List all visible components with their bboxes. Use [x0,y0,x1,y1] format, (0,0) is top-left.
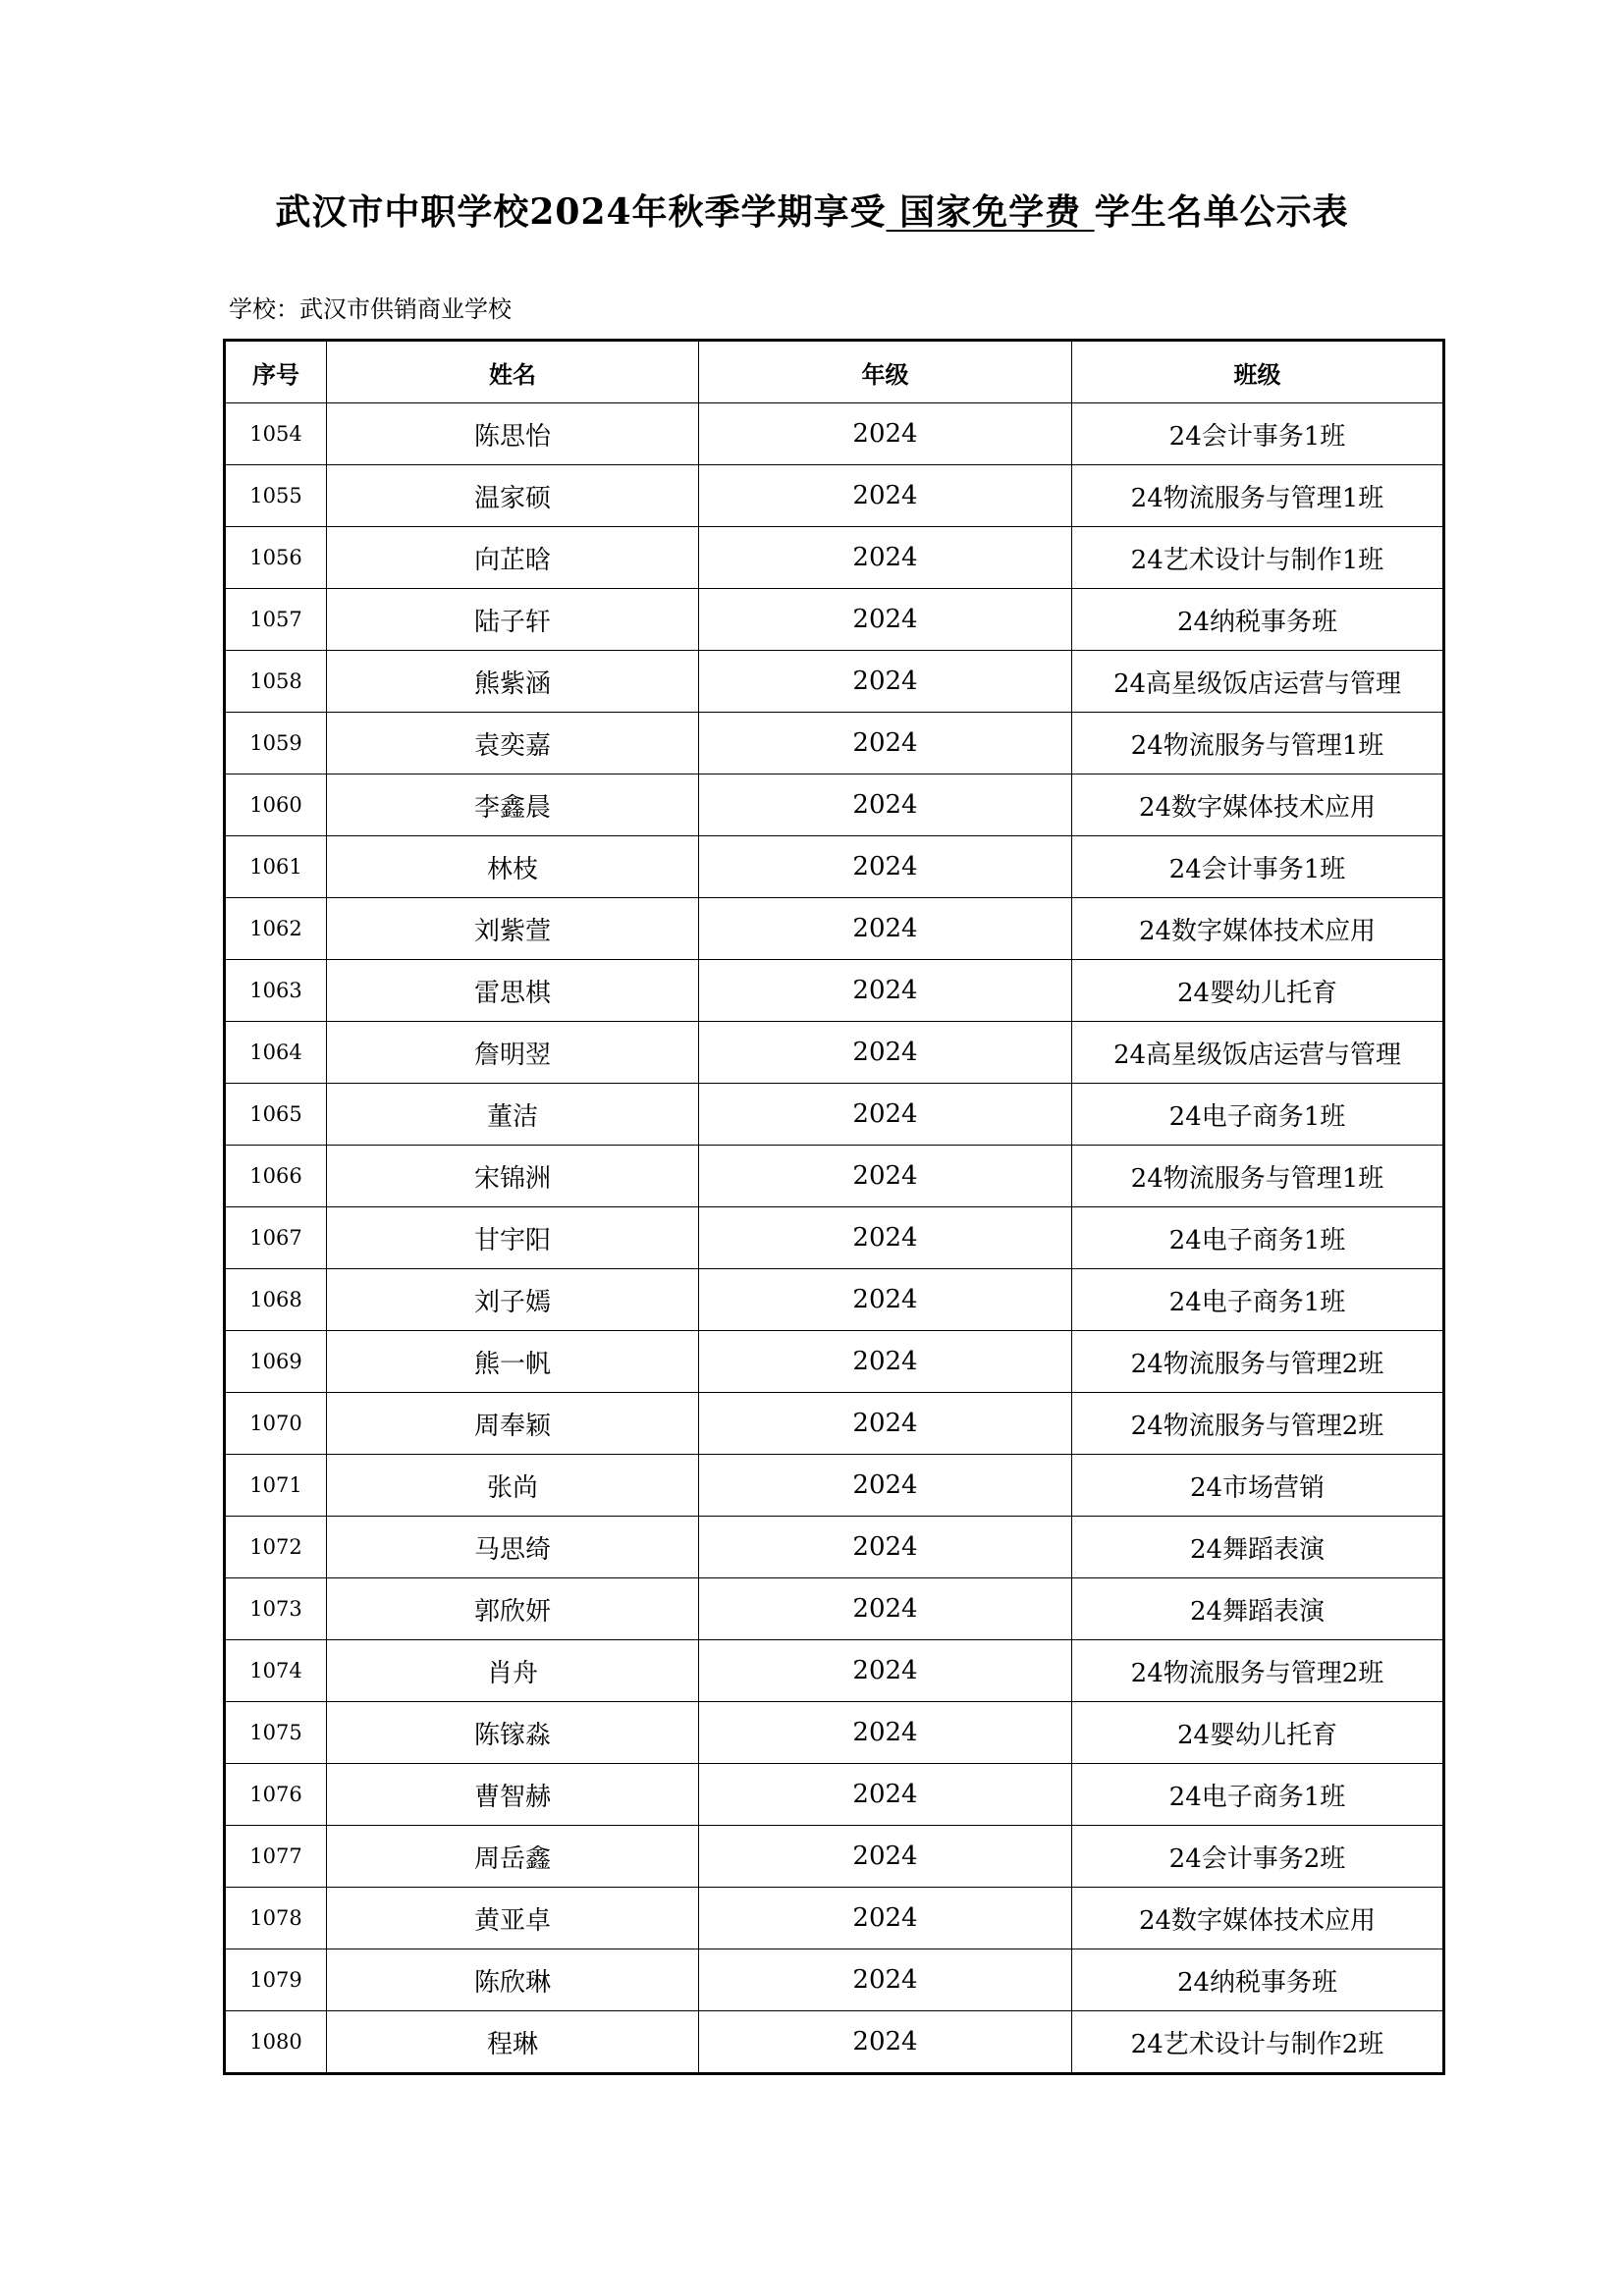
cell-serial-number: 1064 [225,1022,327,1084]
cell-student-name: 熊紫涵 [327,651,699,713]
cell-serial-number: 1054 [225,403,327,465]
header-class: 班级 [1072,341,1444,403]
table-row [225,1146,1444,1207]
table-row [225,1702,1444,1764]
cell-serial-number: 1078 [225,1888,327,1949]
cell-student-name: 雷思棋 [327,960,699,1022]
cell-serial-number: 1077 [225,1826,327,1888]
cell-serial-number: 1057 [225,589,327,651]
cell-class: 24物流服务与管理1班 [1072,465,1444,527]
cell-class: 24电子商务1班 [1072,1207,1444,1269]
table-row [225,1269,1444,1331]
cell-student-name: 陈镓淼 [327,1702,699,1764]
cell-class: 24市场营销 [1072,1455,1444,1517]
cell-serial-number: 1059 [225,713,327,774]
cell-serial-number: 1073 [225,1578,327,1640]
table-row [225,836,1444,898]
cell-grade: 2024 [699,1888,1072,1949]
cell-serial-number: 1080 [225,2011,327,2074]
cell-grade: 2024 [699,403,1072,465]
cell-student-name: 袁奕嘉 [327,713,699,774]
table-row [225,1640,1444,1702]
cell-class: 24数字媒体技术应用 [1072,774,1444,836]
cell-class: 24艺术设计与制作2班 [1072,2011,1444,2074]
cell-serial-number: 1075 [225,1702,327,1764]
cell-class: 24电子商务1班 [1072,1084,1444,1146]
cell-class: 24舞蹈表演 [1072,1578,1444,1640]
cell-class: 24高星级饭店运营与管理 [1072,1022,1444,1084]
table-row [225,403,1444,465]
table-row [225,2011,1444,2074]
table-row [225,651,1444,713]
header-grade: 年级 [699,341,1072,403]
cell-grade: 2024 [699,1269,1072,1331]
student-roster-table [223,339,1445,2075]
table-row [225,465,1444,527]
cell-grade: 2024 [699,960,1072,1022]
cell-class: 24数字媒体技术应用 [1072,898,1444,960]
cell-class: 24会计事务2班 [1072,1826,1444,1888]
table-row [225,1888,1444,1949]
cell-student-name: 曹智赫 [327,1764,699,1826]
table-row [225,898,1444,960]
cell-serial-number: 1074 [225,1640,327,1702]
table-row [225,1022,1444,1084]
cell-class: 24婴幼儿托育 [1072,1702,1444,1764]
cell-student-name: 温家硕 [327,465,699,527]
cell-serial-number: 1072 [225,1517,327,1578]
table-row [225,1764,1444,1826]
cell-grade: 2024 [699,1949,1072,2011]
cell-class: 24物流服务与管理1班 [1072,713,1444,774]
cell-class: 24数字媒体技术应用 [1072,1888,1444,1949]
cell-student-name: 陈欣琳 [327,1949,699,2011]
cell-grade: 2024 [699,1455,1072,1517]
cell-grade: 2024 [699,465,1072,527]
cell-serial-number: 1065 [225,1084,327,1146]
cell-class: 24婴幼儿托育 [1072,960,1444,1022]
cell-student-name: 马思绮 [327,1517,699,1578]
cell-grade: 2024 [699,527,1072,589]
header-serial-number: 序号 [225,341,327,403]
cell-student-name: 陈思怡 [327,403,699,465]
table-body [225,403,1444,2074]
cell-class: 24会计事务1班 [1072,403,1444,465]
table-row [225,1826,1444,1888]
cell-serial-number: 1066 [225,1146,327,1207]
cell-class: 24物流服务与管理1班 [1072,1146,1444,1207]
cell-class: 24舞蹈表演 [1072,1517,1444,1578]
cell-serial-number: 1071 [225,1455,327,1517]
cell-serial-number: 1079 [225,1949,327,2011]
cell-grade: 2024 [699,1640,1072,1702]
cell-class: 24会计事务1班 [1072,836,1444,898]
school-name: 武汉市供销商业学校 [299,295,512,323]
cell-class: 24物流服务与管理2班 [1072,1640,1444,1702]
table-row [225,1517,1444,1578]
table-row [225,1393,1444,1455]
table-row [225,1084,1444,1146]
table-row [225,1949,1444,2011]
cell-student-name: 刘子嫣 [327,1269,699,1331]
cell-serial-number: 1068 [225,1269,327,1331]
cell-grade: 2024 [699,1578,1072,1640]
cell-student-name: 黄亚卓 [327,1888,699,1949]
cell-serial-number: 1063 [225,960,327,1022]
cell-serial-number: 1060 [225,774,327,836]
cell-grade: 2024 [699,1331,1072,1393]
cell-student-name: 刘紫萱 [327,898,699,960]
cell-student-name: 林枝 [327,836,699,898]
cell-class: 24艺术设计与制作1班 [1072,527,1444,589]
table-row [225,713,1444,774]
cell-grade: 2024 [699,1084,1072,1146]
cell-student-name: 程琳 [327,2011,699,2074]
table-row [225,1331,1444,1393]
table-row [225,1207,1444,1269]
cell-student-name: 李鑫晨 [327,774,699,836]
cell-student-name: 周岳鑫 [327,1826,699,1888]
cell-grade: 2024 [699,774,1072,836]
cell-grade: 2024 [699,1207,1072,1269]
cell-student-name: 肖舟 [327,1640,699,1702]
cell-class: 24高星级饭店运营与管理 [1072,651,1444,713]
cell-grade: 2024 [699,1826,1072,1888]
cell-serial-number: 1070 [225,1393,327,1455]
cell-grade: 2024 [699,836,1072,898]
table-row [225,589,1444,651]
table-row [225,960,1444,1022]
table-row [225,1455,1444,1517]
page-title [0,185,1624,235]
cell-grade: 2024 [699,1022,1072,1084]
cell-grade: 2024 [699,1393,1072,1455]
title-highlight: 国家免学费 [886,191,1095,233]
cell-grade: 2024 [699,1702,1072,1764]
cell-serial-number: 1056 [225,527,327,589]
cell-serial-number: 1061 [225,836,327,898]
cell-grade: 2024 [699,1517,1072,1578]
cell-serial-number: 1076 [225,1764,327,1826]
cell-student-name: 张尚 [327,1455,699,1517]
cell-class: 24纳税事务班 [1072,589,1444,651]
cell-grade: 2024 [699,589,1072,651]
cell-grade: 2024 [699,1764,1072,1826]
cell-student-name: 向芷晗 [327,527,699,589]
cell-student-name: 熊一帆 [327,1331,699,1393]
header-name: 姓名 [327,341,699,403]
table-row [225,527,1444,589]
cell-grade: 2024 [699,651,1072,713]
cell-student-name: 周奉颖 [327,1393,699,1455]
cell-serial-number: 1067 [225,1207,327,1269]
cell-serial-number: 1062 [225,898,327,960]
cell-student-name: 郭欣妍 [327,1578,699,1640]
cell-class: 24物流服务与管理2班 [1072,1331,1444,1393]
school-line [229,290,512,324]
cell-student-name: 宋锦洲 [327,1146,699,1207]
cell-serial-number: 1055 [225,465,327,527]
cell-class: 24电子商务1班 [1072,1269,1444,1331]
table-row [225,774,1444,836]
cell-class: 24物流服务与管理2班 [1072,1393,1444,1455]
cell-class: 24电子商务1班 [1072,1764,1444,1826]
cell-class: 24纳税事务班 [1072,1949,1444,2011]
cell-grade: 2024 [699,2011,1072,2074]
title-suffix: 学生名单公示表 [1094,191,1349,233]
cell-grade: 2024 [699,713,1072,774]
cell-student-name: 詹明翌 [327,1022,699,1084]
cell-student-name: 董洁 [327,1084,699,1146]
school-label: 学校： [229,295,299,323]
cell-student-name: 陆子轩 [327,589,699,651]
table-row [225,1578,1444,1640]
cell-serial-number: 1069 [225,1331,327,1393]
title-prefix: 武汉市中职学校2024年秋季学期享受 [275,191,887,233]
cell-grade: 2024 [699,898,1072,960]
cell-grade: 2024 [699,1146,1072,1207]
cell-student-name: 甘宇阳 [327,1207,699,1269]
table-header-row [225,341,1444,403]
cell-serial-number: 1058 [225,651,327,713]
